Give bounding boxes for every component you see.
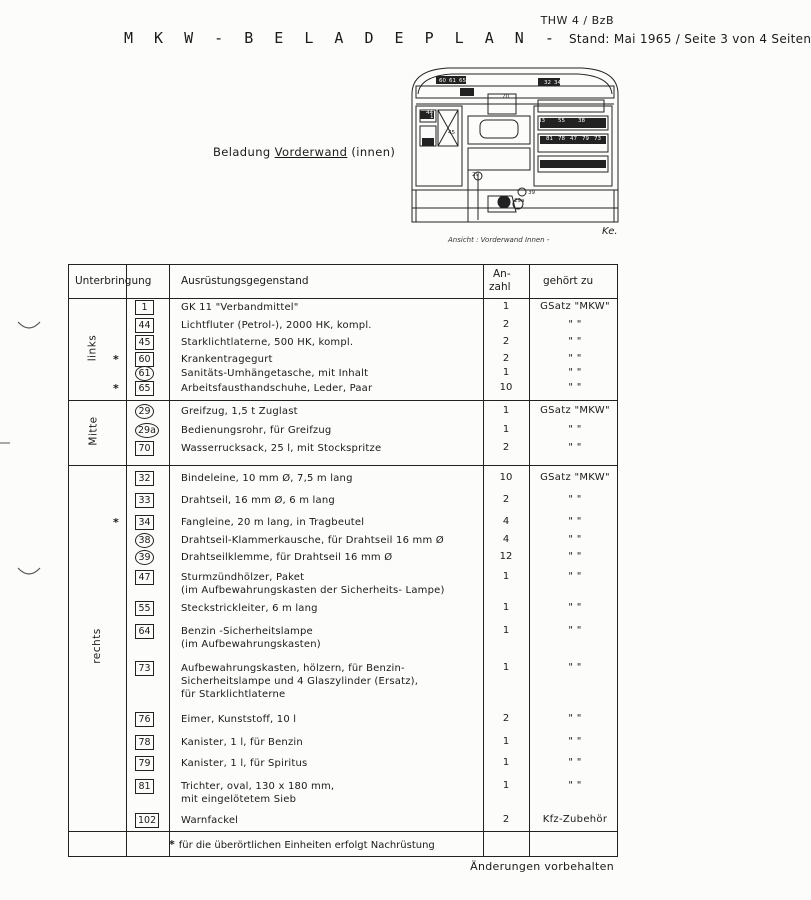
item-quantity: 10 — [499, 382, 513, 393]
item-number: 61 — [135, 366, 154, 381]
item-description: Bindeleine, 10 mm Ø, 7,5 m lang — [181, 473, 353, 484]
item-description: Sanitäts-Umhängetasche, mit Inhalt — [181, 368, 369, 379]
item-belongs-to: " " — [568, 382, 582, 393]
drawing-label: 29 — [472, 172, 479, 178]
drawing-label: 55 — [558, 118, 565, 124]
item-quantity: 1 — [502, 780, 510, 791]
row-star: * — [113, 353, 119, 366]
item-quantity: 1 — [502, 757, 510, 768]
drawing-label: 64 — [568, 160, 575, 166]
item-description: Arbeitsfausthandschuhe, Leder, Paar — [181, 383, 373, 394]
item-description: Krankentragegurt — [181, 354, 273, 365]
item-number: 29a — [135, 423, 159, 438]
item-belongs-to: " " — [568, 551, 582, 562]
loading-prefix: Beladung — [213, 145, 275, 159]
item-quantity: 2 — [502, 319, 510, 330]
item-quantity: 1 — [502, 571, 510, 582]
item-quantity: 2 — [502, 494, 510, 505]
drawing-signature: Ke. — [602, 226, 618, 237]
item-number: 64 — [135, 624, 154, 639]
margin-fold-mark — [0, 441, 10, 445]
item-description: Drahtseil, 16 mm Ø, 6 m lang — [181, 495, 335, 506]
item-description: Wasserrucksack, 25 l, mit Stockspritze — [181, 443, 382, 454]
item-number: 39 — [135, 550, 154, 565]
footnote-text: für die überörtlichen Einheiten erfolgt Nachrüstung — [178, 840, 435, 851]
item-description: GK 11 "Verbandmittel" — [181, 302, 299, 313]
margin-hole-mark — [16, 318, 42, 332]
item-number: 73 — [135, 661, 154, 676]
row-star: * — [113, 516, 119, 529]
item-belongs-to: " " — [568, 424, 582, 435]
changes-note: Änderungen vorbehalten — [470, 860, 614, 873]
header-placement: Unterbringung — [75, 275, 152, 287]
item-number: 38 — [135, 533, 154, 548]
item-quantity: 1 — [502, 602, 510, 613]
item-quantity: 1 — [502, 301, 510, 312]
item-belongs-to: " " — [568, 516, 582, 527]
item-quantity: 1 — [502, 367, 510, 378]
item-quantity: 1 — [502, 424, 510, 435]
drawing-caption: Ansicht : Vorderwand Innen - — [448, 236, 550, 244]
document-title: M K W - B E L A D E P L A N - — [124, 29, 560, 47]
drawing-label: 73 — [594, 136, 601, 142]
item-description: Eimer, Kunststoff, 10 l — [181, 714, 297, 725]
item-description: Bedienungsrohr, für Greifzug — [181, 425, 332, 436]
item-number: 33 — [135, 493, 154, 508]
item-number: 81 — [135, 779, 154, 794]
item-number: 78 — [135, 735, 154, 750]
item-quantity: 2 — [502, 814, 510, 825]
drawing-label: 70 — [502, 94, 509, 100]
item-quantity: 2 — [502, 336, 510, 347]
item-description: Warnfackel — [181, 815, 239, 826]
title-row — [124, 28, 811, 47]
footnote-symbol: * — [169, 838, 175, 851]
item-quantity: 2 — [502, 713, 510, 724]
item-quantity: 4 — [502, 534, 510, 545]
item-number: 47 — [135, 570, 154, 585]
document-reference: THW 4 / BzB — [540, 14, 614, 27]
item-belongs-to: GSatz "MKW" — [540, 472, 610, 483]
loading-table — [68, 264, 618, 857]
item-number: 55 — [135, 601, 154, 616]
header-belongs: gehört zu — [543, 275, 594, 287]
item-number: 65 — [135, 381, 154, 396]
drawing-label: 44 — [426, 110, 433, 116]
drawing-label: 45 — [448, 130, 455, 136]
row-star: * — [113, 382, 119, 395]
item-quantity: 1 — [502, 625, 510, 636]
item-belongs-to: " " — [568, 713, 582, 724]
item-belongs-to: " " — [568, 757, 582, 768]
drawing-label: 1 — [430, 114, 434, 120]
group-label-0: links — [86, 334, 99, 361]
header-qty-line2: zahl — [489, 281, 511, 293]
item-description: Greifzug, 1,5 t Zuglast — [181, 406, 298, 417]
item-description: Kanister, 1 l, für Benzin — [181, 737, 303, 748]
item-number: 45 — [135, 335, 154, 350]
item-number: 32 — [135, 471, 154, 486]
item-number: 102 — [135, 813, 159, 828]
item-description: Fangleine, 20 m lang, in Tragbeutel — [181, 517, 365, 528]
item-belongs-to: " " — [568, 625, 582, 636]
upper-shelf — [416, 86, 614, 98]
item-belongs-to: " " — [568, 736, 582, 747]
header-item: Ausrüstungsgegenstand — [181, 275, 309, 287]
item-belongs-to: " " — [568, 319, 582, 330]
item-quantity: 10 — [499, 472, 513, 483]
margin-hole-mark — [16, 564, 42, 578]
item-quantity: 4 — [502, 516, 510, 527]
drawing-label: 47 — [570, 136, 577, 142]
item-description: Lichtfluter (Petrol-), 2000 HK, kompl. — [181, 320, 372, 331]
drawing-label: 32 — [544, 80, 551, 86]
item-belongs-to: " " — [568, 353, 582, 364]
drawing-label: 76 — [582, 160, 589, 166]
item-description: Trichter, oval, 130 x 180 mm, mit eingelötetem Sieb — [181, 781, 335, 805]
item-description: Kanister, 1 l, für Spiritus — [181, 758, 308, 769]
item-belongs-to: GSatz "MKW" — [540, 405, 610, 416]
item-number: 79 — [135, 756, 154, 771]
item-description: Starklichtlaterne, 500 HK, kompl. — [181, 337, 354, 348]
item-number: 29 — [135, 404, 154, 419]
item-belongs-to: " " — [568, 602, 582, 613]
drawing-label: 79 — [582, 136, 589, 142]
item-number: 1 — [135, 300, 154, 315]
item-number: 76 — [135, 712, 154, 727]
item-belongs-to: " " — [568, 367, 582, 378]
item-belongs-to: " " — [568, 662, 582, 673]
item-quantity: 2 — [502, 442, 510, 453]
item-belongs-to: " " — [568, 571, 582, 582]
item-quantity: 12 — [499, 551, 513, 562]
item-belongs-to: " " — [568, 780, 582, 791]
item-number: 70 — [135, 441, 154, 456]
item-quantity: 1 — [502, 405, 510, 416]
drawing-label: 38 — [578, 118, 585, 124]
drawing-label: 65 — [459, 78, 466, 84]
header-qty-line1: An- — [493, 268, 511, 280]
item-belongs-to: Kfz-Zubehör — [542, 814, 608, 825]
item-number: 34 — [135, 515, 154, 530]
item-quantity: 1 — [502, 662, 510, 673]
item-belongs-to: " " — [568, 442, 582, 453]
item-description: Drahtseilklemme, für Drahtseil 16 mm Ø — [181, 552, 393, 563]
item-belongs-to: " " — [568, 534, 582, 545]
table-header — [69, 265, 617, 299]
item-description: Drahtseil-Klammerkausche, für Drahtseil 16 mm Ø — [181, 535, 444, 546]
document-stand: Stand: Mai 1965 / Seite 3 von 4 Seiten — [569, 32, 811, 46]
drawing-label: 61 — [449, 78, 456, 84]
group-label-1: Mitte — [87, 415, 100, 446]
item-description: Benzin -Sicherheitslampe (im Aufbewahrungskasten) — [181, 626, 321, 650]
drawing-label: 60 — [439, 78, 446, 84]
item-description: Sturmzündhölzer, Paket (im Aufbewahrungskasten der Sicherheits- Lampe) — [181, 572, 445, 596]
drawing-label: 29a — [514, 198, 525, 204]
item-belongs-to: GSatz "MKW" — [540, 301, 610, 312]
item-belongs-to: " " — [568, 336, 582, 347]
item-belongs-to: " " — [568, 494, 582, 505]
front-wall-drawing — [408, 64, 622, 240]
drawing-label: 78 — [558, 136, 565, 142]
item-quantity: 1 — [502, 736, 510, 747]
drawing-label: 81 — [546, 136, 553, 142]
loading-suffix: (innen) — [347, 145, 396, 159]
loading-wall: Vorderwand — [274, 145, 348, 159]
item-description: Steckstrickleiter, 6 m lang — [181, 603, 318, 614]
loading-caption — [213, 145, 395, 159]
drawing-label: 33 — [538, 118, 545, 124]
item-description: Aufbewahrungskasten, hölzern, für Benzin- Sicherheitslampe und 4 Glaszylinder (Ersatz), für Starklichtlaterne — [181, 663, 419, 700]
drawing-label: 39 — [528, 190, 535, 196]
footnote — [169, 838, 435, 851]
item-quantity: 2 — [502, 353, 510, 364]
drawing-label: 34 — [554, 80, 561, 86]
item-number: 60 — [135, 352, 154, 367]
group-label-2: rechts — [90, 628, 103, 664]
item-number: 44 — [135, 318, 154, 333]
